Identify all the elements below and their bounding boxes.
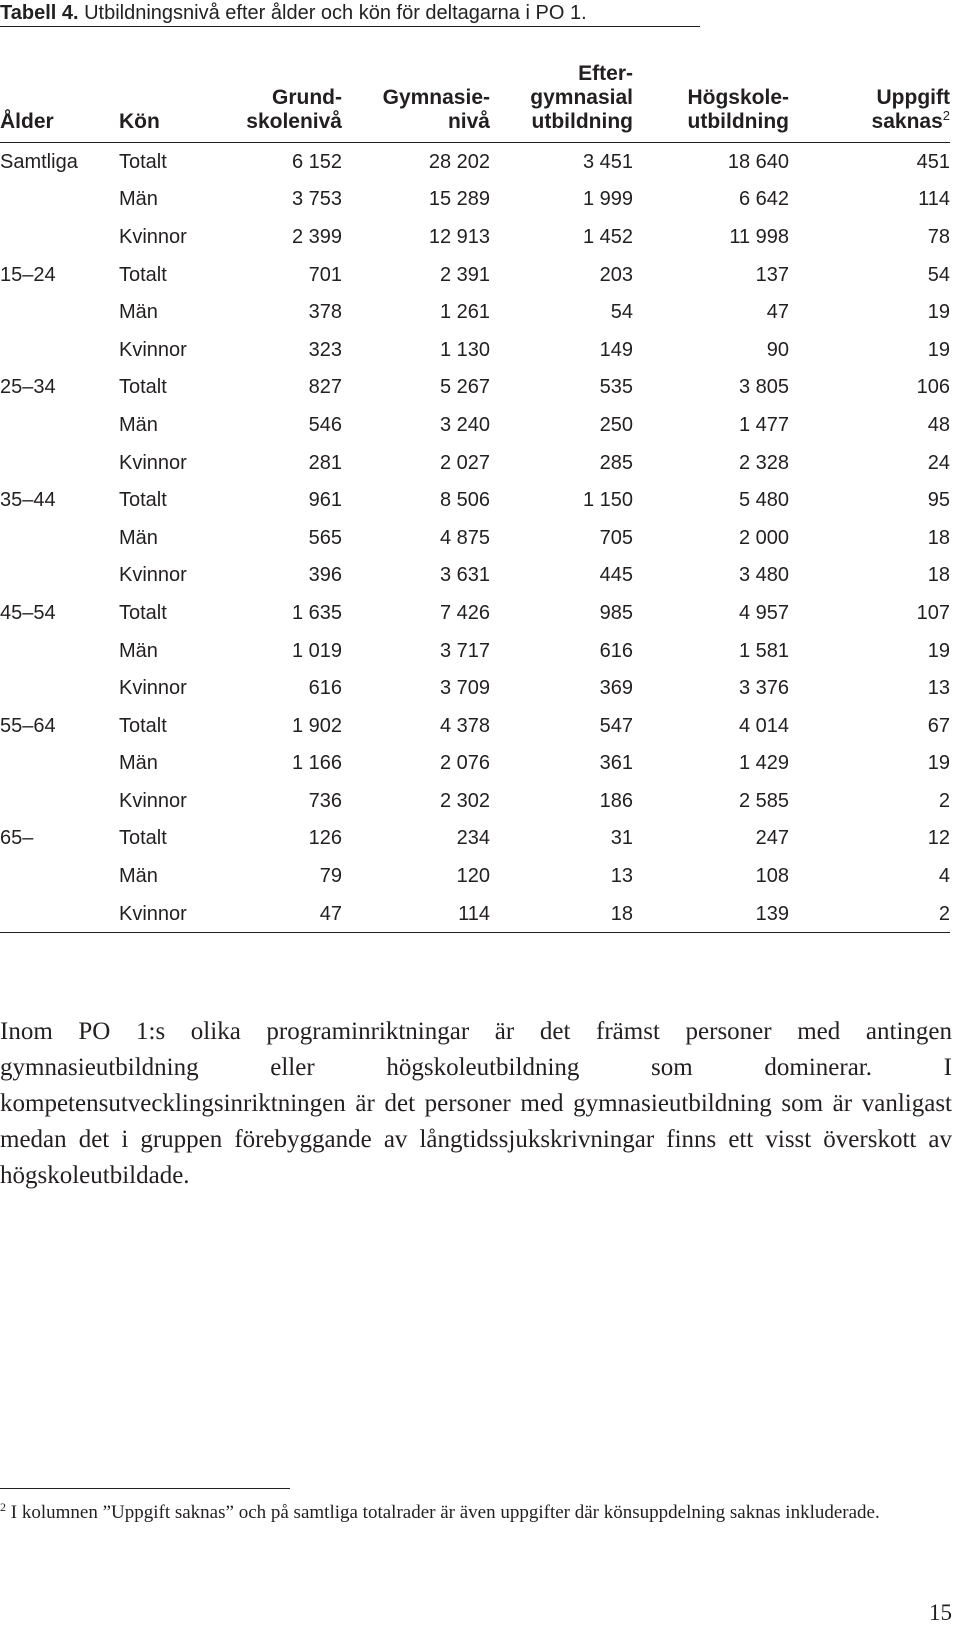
cell-gymnasieniva: 7 426 <box>439 601 490 624</box>
cell-hogskoleutbildning: 137 <box>755 263 789 286</box>
cell-eftergymnasial: 361 <box>599 752 633 775</box>
cell-alder: Samtliga <box>0 150 78 173</box>
cell-hogskoleutbildning: 5 480 <box>738 489 789 512</box>
table-caption <box>0 0 700 27</box>
cell-uppgift-saknas: 4 <box>938 865 950 888</box>
cell-hogskoleutbildning: 4 014 <box>738 714 789 737</box>
cell-uppgift-saknas: 24 <box>927 451 950 474</box>
cell-kon: Kvinnor <box>119 225 187 248</box>
cell-grundskoleniva: 565 <box>308 526 342 549</box>
cell-kon: Kvinnor <box>105 895 245 933</box>
cell-eftergymnasial: 13 <box>610 865 633 888</box>
cell-eftergymnasial: 149 <box>599 338 633 361</box>
cell-uppgift-saknas: 19 <box>927 338 950 361</box>
table-row <box>0 481 950 519</box>
cell-hogskoleutbildning: 2 585 <box>738 789 789 812</box>
cell-grundskoleniva: 616 <box>308 677 342 700</box>
cell-gymnasieniva: 4 875 <box>439 526 490 549</box>
table-row <box>0 331 950 369</box>
table-row <box>0 557 950 595</box>
footnote-text: I kolumnen ”Uppgift saknas” och på samtliga totalrader är även uppgifter där könsuppdelning saknas inkluderade. <box>10 1502 880 1523</box>
cell-hogskoleutbildning: 139 <box>633 895 789 933</box>
cell-kon: Kvinnor <box>119 564 187 587</box>
cell-gymnasieniva: 15 289 <box>428 188 490 211</box>
page-number: 15 <box>929 1600 952 1625</box>
cell-uppgift-saknas: 19 <box>927 301 950 324</box>
cell-eftergymnasial: 18 <box>490 895 633 933</box>
body-paragraph: Inom PO 1:s olika programinriktningar är det främst personer med antingen gymnasieutbildning eller högskoleutbildning som dominerar. I kompetensutvecklingsinriktningen är det personer med gymnasieutbildning som är vanligast medan det i gruppen förebyggande av långtidssjukskrivningar finns ett visst överskott av högskoleutbildade. <box>0 1018 952 1189</box>
cell-kon: Män <box>119 413 158 436</box>
cell-hogskoleutbildning: 3 480 <box>738 564 789 587</box>
header-gymnasieniva: Gymnasie- nivå <box>342 62 490 143</box>
cell-eftergymnasial: 547 <box>599 714 633 737</box>
table-row <box>0 669 950 707</box>
table-row <box>0 369 950 407</box>
cell-grundskoleniva: 701 <box>308 263 342 286</box>
cell-uppgift-saknas: 2 <box>938 789 950 812</box>
cell-uppgift-saknas: 106 <box>916 376 950 399</box>
cell-hogskoleutbildning: 90 <box>766 338 789 361</box>
cell-alder <box>0 331 105 369</box>
table-row <box>0 406 950 444</box>
cell-uppgift-saknas: 48 <box>927 413 950 436</box>
header-footnote-marker: 2 <box>942 108 950 123</box>
header-uppgift-saknas: Uppgift saknas$^2$ <box>789 62 950 143</box>
cell-eftergymnasial: 616 <box>599 639 633 662</box>
cell-gymnasieniva: 12 913 <box>428 225 490 248</box>
table-row <box>0 820 950 858</box>
header-alder: Ålder <box>0 62 105 143</box>
cell-uppgift-saknas: 114 <box>918 188 950 211</box>
cell-uppgift-saknas: 2 <box>789 895 950 933</box>
cell-alder <box>0 444 105 482</box>
cell-hogskoleutbildning: 247 <box>755 827 789 850</box>
cell-grundskoleniva: 827 <box>308 376 342 399</box>
cell-hogskoleutbildning: 6 642 <box>738 188 789 211</box>
cell-alder <box>0 293 105 331</box>
cell-uppgift-saknas: 95 <box>927 489 950 512</box>
cell-gymnasieniva: 5 267 <box>439 376 490 399</box>
cell-gymnasieniva: 2 076 <box>439 752 490 775</box>
cell-grundskoleniva: 323 <box>308 338 342 361</box>
cell-alder: 25–34 <box>0 376 56 399</box>
cell-kon: Män <box>119 301 158 324</box>
cell-grundskoleniva: 126 <box>308 827 342 850</box>
cell-grundskoleniva: 396 <box>308 564 342 587</box>
cell-grundskoleniva: 546 <box>308 413 342 436</box>
cell-alder <box>0 632 105 670</box>
cell-alder: 45–54 <box>0 601 56 624</box>
table-row <box>0 895 950 933</box>
cell-eftergymnasial: 250 <box>599 413 633 436</box>
table-row <box>0 181 950 219</box>
cell-hogskoleutbildning: 3 805 <box>738 376 789 399</box>
cell-grundskoleniva: 3 753 <box>291 188 342 211</box>
cell-hogskoleutbildning: 2 000 <box>738 526 789 549</box>
cell-kon: Män <box>119 752 158 775</box>
cell-kon: Totalt <box>119 714 167 737</box>
cell-grundskoleniva: 79 <box>319 865 342 888</box>
cell-eftergymnasial: 445 <box>599 564 633 587</box>
cell-uppgift-saknas: 18 <box>927 526 950 549</box>
cell-grundskoleniva: 378 <box>308 301 342 324</box>
cell-gymnasieniva: 1 130 <box>439 338 490 361</box>
cell-alder: 55–64 <box>0 714 56 737</box>
table-row <box>0 256 950 294</box>
cell-gymnasieniva: 234 <box>456 827 490 850</box>
table-caption-text: Utbildningsnivå efter ålder och kön för deltagarna i PO 1. <box>84 2 587 24</box>
cell-alder <box>0 669 105 707</box>
cell-kon: Totalt <box>119 601 167 624</box>
cell-uppgift-saknas: 67 <box>927 714 950 737</box>
cell-uppgift-saknas: 78 <box>927 225 950 248</box>
header-hogskoleutbildning: Högskole- utbildning <box>633 62 789 143</box>
cell-gymnasieniva: 1 261 <box>439 301 490 324</box>
cell-gymnasieniva: 120 <box>456 865 490 888</box>
cell-gymnasieniva: 2 391 <box>439 263 490 286</box>
cell-grundskoleniva: 1 166 <box>291 752 342 775</box>
table-row <box>0 218 950 256</box>
cell-alder: 35–44 <box>0 489 56 512</box>
cell-uppgift-saknas: 107 <box>916 601 950 624</box>
cell-alder: 65– <box>0 827 34 850</box>
table-row <box>0 745 950 783</box>
table-row <box>0 782 950 820</box>
cell-hogskoleutbildning: 1 429 <box>738 752 789 775</box>
cell-alder <box>0 782 105 820</box>
cell-eftergymnasial: 203 <box>599 263 633 286</box>
cell-hogskoleutbildning: 108 <box>755 865 789 888</box>
cell-eftergymnasial: 535 <box>599 376 633 399</box>
header-kon: Kön <box>105 62 245 143</box>
cell-grundskoleniva: 6 152 <box>291 150 342 173</box>
cell-hogskoleutbildning: 1 581 <box>738 639 789 662</box>
cell-alder <box>0 406 105 444</box>
table-body <box>0 143 950 933</box>
cell-grundskoleniva: 1 019 <box>291 639 342 662</box>
cell-kon: Män <box>119 526 158 549</box>
table-row <box>0 519 950 557</box>
cell-gymnasieniva: 3 631 <box>439 564 490 587</box>
cell-eftergymnasial: 1 452 <box>582 225 633 248</box>
cell-kon: Totalt <box>119 376 167 399</box>
cell-grundskoleniva: 47 <box>245 895 342 933</box>
cell-kon: Totalt <box>119 827 167 850</box>
cell-gymnasieniva: 3 709 <box>439 677 490 700</box>
table-row <box>0 594 950 632</box>
cell-gymnasieniva: 3 717 <box>439 639 490 662</box>
table-row <box>0 857 950 895</box>
cell-kon: Totalt <box>119 263 167 286</box>
cell-gymnasieniva: 8 506 <box>439 489 490 512</box>
cell-gymnasieniva: 2 027 <box>439 451 490 474</box>
cell-uppgift-saknas: 18 <box>927 564 950 587</box>
cell-kon: Kvinnor <box>119 677 187 700</box>
cell-hogskoleutbildning: 4 957 <box>738 601 789 624</box>
cell-hogskoleutbildning: 3 376 <box>738 677 789 700</box>
cell-alder <box>0 218 105 256</box>
footnote-rule <box>0 1488 290 1489</box>
cell-eftergymnasial: 369 <box>599 677 633 700</box>
cell-uppgift-saknas: 451 <box>916 150 950 173</box>
cell-hogskoleutbildning: 2 328 <box>738 451 789 474</box>
table-row <box>0 293 950 331</box>
cell-eftergymnasial: 54 <box>610 301 633 324</box>
cell-alder <box>0 519 105 557</box>
cell-hogskoleutbildning: 47 <box>766 301 789 324</box>
cell-grundskoleniva: 2 399 <box>291 225 342 248</box>
cell-kon: Totalt <box>119 489 167 512</box>
cell-alder <box>0 557 105 595</box>
cell-uppgift-saknas: 12 <box>927 827 950 850</box>
cell-grundskoleniva: 1 635 <box>291 601 342 624</box>
footnote-marker: 2 <box>0 1500 6 1514</box>
table-row <box>0 143 950 181</box>
cell-uppgift-saknas: 19 <box>927 752 950 775</box>
cell-eftergymnasial: 705 <box>599 526 633 549</box>
cell-gymnasieniva: 28 202 <box>428 150 490 173</box>
cell-grundskoleniva: 961 <box>308 489 342 512</box>
cell-uppgift-saknas: 19 <box>927 639 950 662</box>
cell-kon: Män <box>119 865 158 888</box>
cell-kon: Kvinnor <box>119 789 187 812</box>
table-row <box>0 707 950 745</box>
cell-eftergymnasial: 285 <box>599 451 633 474</box>
cell-kon: Män <box>119 639 158 662</box>
cell-alder <box>0 181 105 219</box>
cell-alder: 15–24 <box>0 263 56 286</box>
cell-eftergymnasial: 1 999 <box>582 188 633 211</box>
cell-kon: Kvinnor <box>119 338 187 361</box>
footnote <box>0 1500 950 1526</box>
table-row <box>0 632 950 670</box>
cell-hogskoleutbildning: 18 640 <box>727 150 789 173</box>
cell-alder <box>0 745 105 783</box>
cell-uppgift-saknas: 13 <box>927 677 950 700</box>
cell-gymnasieniva: 2 302 <box>439 789 490 812</box>
cell-gymnasieniva: 3 240 <box>439 413 490 436</box>
cell-hogskoleutbildning: 1 477 <box>738 413 789 436</box>
cell-gymnasieniva: 114 <box>342 895 490 933</box>
table-caption-label: Tabell 4. <box>0 2 79 24</box>
cell-eftergymnasial: 31 <box>610 827 633 850</box>
cell-alder <box>0 857 105 895</box>
cell-gymnasieniva: 4 378 <box>439 714 490 737</box>
cell-eftergymnasial: 1 150 <box>582 489 633 512</box>
cell-eftergymnasial: 186 <box>599 789 633 812</box>
table-row <box>0 444 950 482</box>
header-row <box>0 62 950 143</box>
cell-kon: Män <box>119 188 158 211</box>
cell-hogskoleutbildning: 11 998 <box>729 225 789 248</box>
cell-uppgift-saknas: 54 <box>927 263 950 286</box>
cell-kon: Kvinnor <box>119 451 187 474</box>
education-table <box>0 62 950 933</box>
cell-kon: Totalt <box>119 150 167 173</box>
cell-eftergymnasial: 3 451 <box>582 150 633 173</box>
header-eftergymnasial: Efter- gymnasial utbildning <box>490 62 633 143</box>
cell-grundskoleniva: 736 <box>308 789 342 812</box>
cell-grundskoleniva: 1 902 <box>291 714 342 737</box>
cell-alder <box>0 895 105 933</box>
cell-eftergymnasial: 985 <box>599 601 633 624</box>
header-grundskoleniva: Grund- skolenivå <box>245 62 342 143</box>
cell-grundskoleniva: 281 <box>308 451 342 474</box>
